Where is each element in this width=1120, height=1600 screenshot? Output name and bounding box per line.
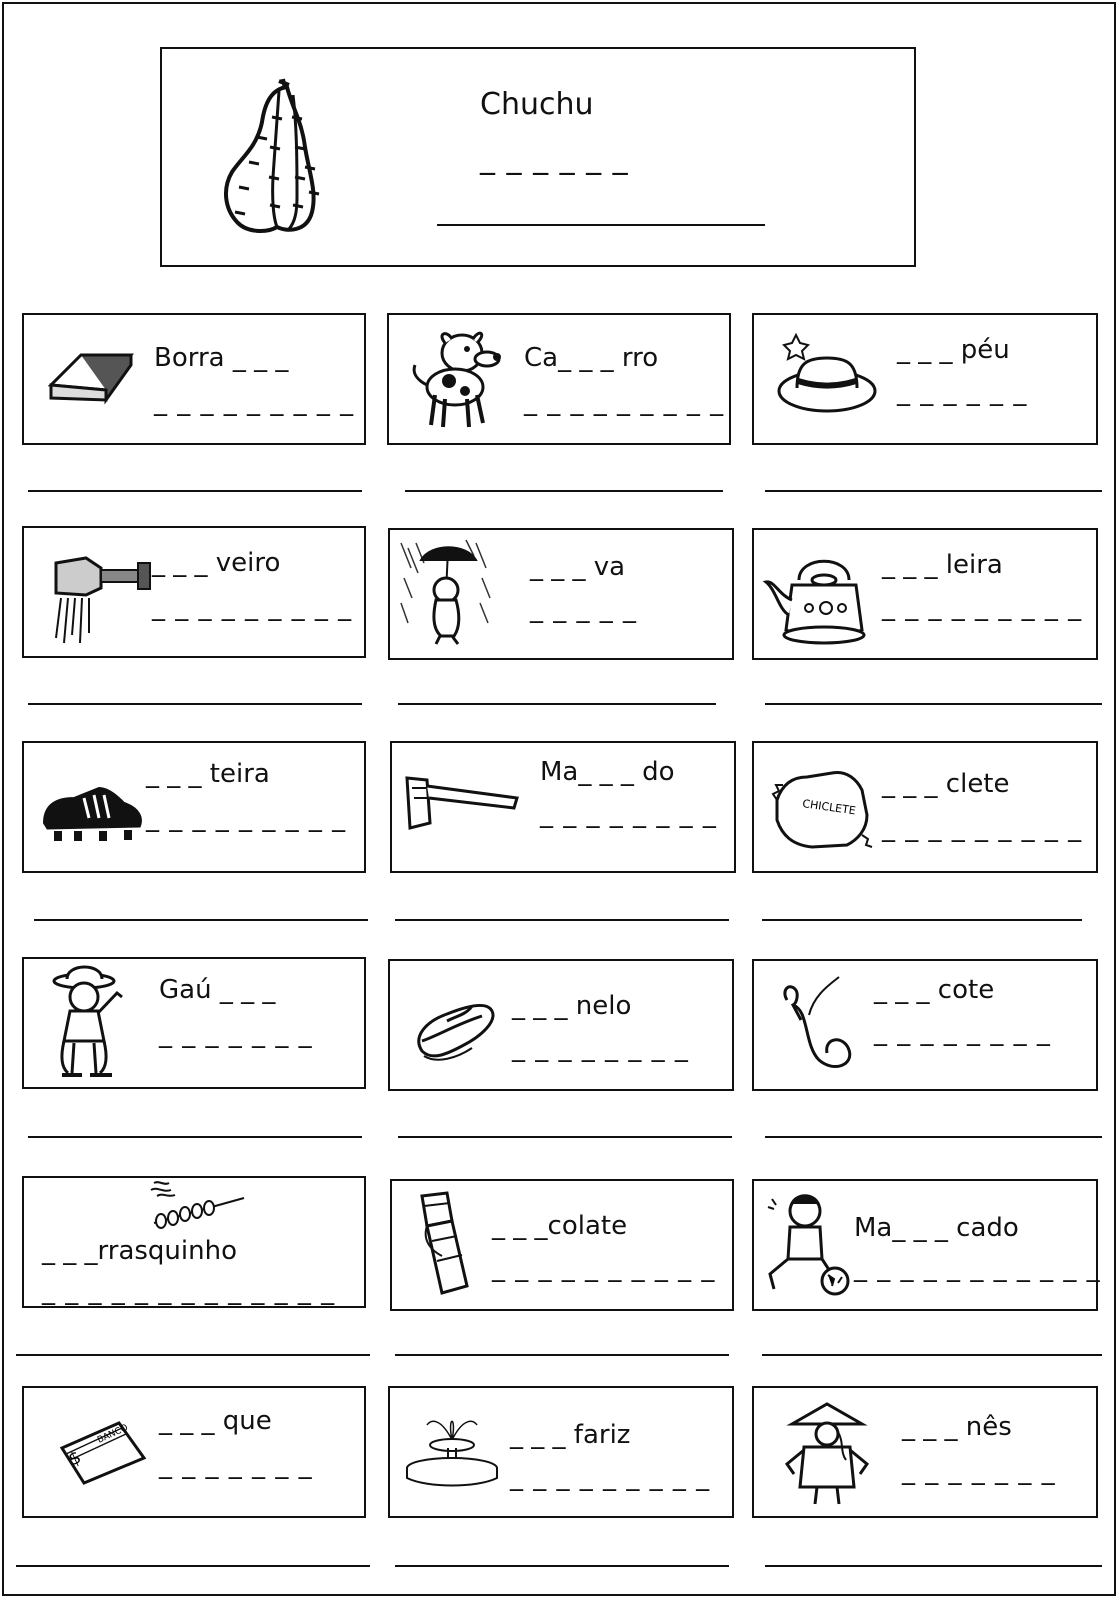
axe-icon bbox=[402, 768, 522, 843]
word-hint: _ _ _ va bbox=[530, 552, 626, 582]
word-card-chaleira bbox=[752, 528, 1098, 660]
word-hint: _ _ _ nelo bbox=[512, 991, 632, 1021]
cheque-icon bbox=[54, 1418, 154, 1488]
word-dashes: _ _ _ _ _ _ _ _ _ _ bbox=[492, 1253, 716, 1283]
word-dashes: _ _ _ _ _ _ _ _ _ bbox=[882, 813, 1083, 843]
word-hint: _ _ _ veiro bbox=[152, 548, 281, 578]
word-card-chuveiro bbox=[22, 526, 366, 658]
eraser-icon bbox=[46, 340, 136, 410]
answer-line bbox=[398, 1136, 732, 1138]
svg-text:$: $ bbox=[65, 1446, 85, 1471]
gum-label: CHICLETE bbox=[801, 797, 857, 818]
answer-line bbox=[395, 919, 729, 921]
word-hint: _ _ _ cote bbox=[874, 975, 995, 1005]
kettle-icon bbox=[764, 550, 874, 650]
answer-line bbox=[762, 1354, 1102, 1356]
fountain-icon bbox=[402, 1410, 502, 1490]
word-dashes: _ _ _ _ _ _ _ _ _ _ _ _ _ bbox=[42, 1276, 336, 1306]
answer-line bbox=[34, 919, 368, 921]
header-dashes: _ _ _ _ _ _ bbox=[480, 141, 629, 176]
word-dashes: _ _ _ _ _ _ _ _ _ bbox=[154, 387, 355, 417]
word-card-chiclete bbox=[752, 741, 1098, 873]
word-dashes: _ _ _ _ _ _ _ _ _ bbox=[510, 1462, 711, 1492]
word-card-chuteira bbox=[22, 741, 366, 873]
word-hint: _ _ _ nês bbox=[902, 1412, 1012, 1442]
word-hint: _ _ _ péu bbox=[897, 335, 1010, 365]
word-dashes: _ _ _ _ _ _ _ _ _ bbox=[524, 387, 725, 417]
word-hint: _ _ _ teira bbox=[146, 759, 270, 789]
word-dashes: _ _ _ _ _ _ _ bbox=[159, 1019, 313, 1049]
answer-line bbox=[28, 703, 362, 705]
gum-icon bbox=[772, 765, 872, 855]
word-card-chines bbox=[752, 1386, 1098, 1518]
flip-flop-icon bbox=[412, 996, 497, 1071]
word-hint: Gaú _ _ _ bbox=[159, 975, 276, 1005]
word-dashes: _ _ _ _ _ _ _ _ bbox=[512, 1033, 689, 1063]
word-dashes: _ _ _ _ _ _ _ _ _ bbox=[146, 803, 347, 833]
word-dashes: _ _ _ _ _ _ _ _ _ bbox=[152, 592, 353, 622]
answer-line bbox=[16, 1354, 370, 1356]
answer-line bbox=[765, 490, 1102, 492]
word-card-chapeu bbox=[752, 313, 1098, 445]
word-hint: _ _ _ que bbox=[159, 1406, 272, 1436]
word-hint: _ _ _rrasquinho bbox=[42, 1236, 237, 1266]
header-card bbox=[160, 47, 916, 267]
answer-line bbox=[765, 1136, 1102, 1138]
answer-line bbox=[765, 703, 1102, 705]
word-hint: Ca_ _ _ rro bbox=[524, 343, 659, 373]
word-dashes: _ _ _ _ _ _ _ _ bbox=[874, 1017, 1051, 1047]
answer-line bbox=[762, 919, 1082, 921]
cleat-shoe-icon bbox=[39, 773, 149, 848]
word-card-chafariz bbox=[388, 1386, 734, 1518]
word-dashes: _ _ _ _ _ _ _ _ _ _ _ bbox=[854, 1253, 1101, 1283]
sad-boy-ball-icon bbox=[760, 1189, 850, 1299]
word-hint: Ma_ _ _ do bbox=[540, 757, 675, 787]
dog-icon bbox=[407, 325, 517, 435]
word-card-churrasquinho bbox=[22, 1176, 366, 1308]
word-hint: _ _ _colate bbox=[492, 1211, 628, 1241]
answer-line bbox=[28, 1136, 362, 1138]
word-dashes: _ _ _ _ _ _ bbox=[897, 377, 1028, 407]
answer-line bbox=[395, 1565, 729, 1567]
word-dashes: _ _ _ _ _ _ _ bbox=[159, 1450, 313, 1480]
word-hint: _ _ _ clete bbox=[882, 769, 1010, 799]
word-card-cheque bbox=[22, 1386, 366, 1518]
answer-line bbox=[405, 490, 723, 492]
word-dashes: _ _ _ _ _ _ _ bbox=[902, 1456, 1056, 1486]
word-hint: Borra _ _ _ bbox=[154, 343, 289, 373]
header-title: Chuchu bbox=[480, 87, 594, 122]
word-card-machado bbox=[390, 741, 736, 873]
word-dashes: _ _ _ _ _ bbox=[530, 594, 638, 624]
hat-icon bbox=[772, 333, 877, 423]
answer-line bbox=[765, 1565, 1102, 1567]
chayote-icon bbox=[217, 77, 327, 237]
word-card-gaucho bbox=[22, 957, 366, 1089]
answer-line bbox=[16, 1565, 370, 1567]
skewer-icon bbox=[139, 1178, 249, 1238]
word-dashes: _ _ _ _ _ _ _ _ bbox=[540, 799, 717, 829]
word-hint: _ _ _ fariz bbox=[510, 1420, 631, 1450]
answer-line bbox=[395, 1354, 729, 1356]
answer-line bbox=[398, 703, 716, 705]
shower-icon bbox=[46, 543, 156, 648]
rain-umbrella-icon bbox=[396, 538, 496, 648]
word-card-chocolate bbox=[390, 1179, 734, 1311]
word-card-machucado bbox=[752, 1179, 1101, 1311]
word-card-chinelo bbox=[388, 959, 734, 1091]
chinese-man-icon bbox=[782, 1402, 872, 1512]
gaucho-boy-icon bbox=[42, 963, 142, 1085]
word-dashes: _ _ _ _ _ _ _ _ _ bbox=[882, 592, 1083, 622]
word-card-cachorro bbox=[387, 313, 731, 445]
header-answer-line bbox=[437, 224, 765, 226]
whip-icon bbox=[779, 975, 864, 1080]
chocolate-icon bbox=[402, 1191, 482, 1301]
word-card-chuva bbox=[388, 528, 734, 660]
word-card-borracha bbox=[22, 313, 366, 445]
word-hint: _ _ _ leira bbox=[882, 550, 1003, 580]
word-hint: Ma_ _ _ cado bbox=[854, 1213, 1019, 1243]
cheque-label: BANCO bbox=[96, 1422, 130, 1446]
word-card-chicote bbox=[752, 959, 1098, 1091]
answer-line bbox=[28, 490, 362, 492]
